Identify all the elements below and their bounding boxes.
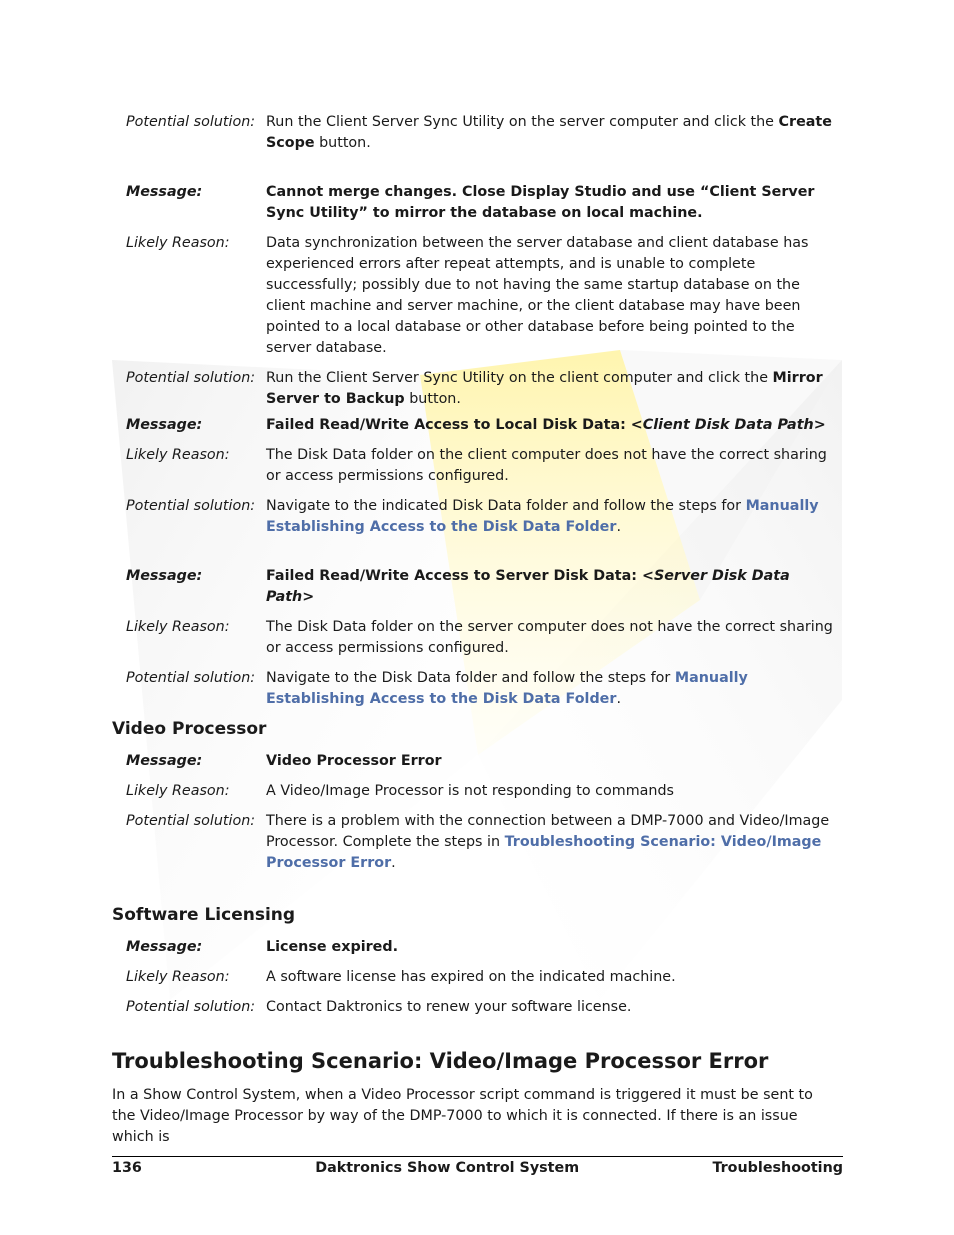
cross-reference-link[interactable]: Manually Establishing Access to the Disk Data Folder — [266, 498, 819, 535]
section-paragraph: In a Show Control System, when a Video Processor script command is triggered it must be sent to the Video/Image Processor by way of the DMP-7000 to which it is connected. If there is an issue which is — [112, 1087, 813, 1145]
video-processor-heading: Video Processor — [112, 719, 267, 739]
row-label: Message: — [126, 184, 203, 200]
text-run: Data synchronization between the server database and client database has experienced errors after repeat attempts, and is unable to complete successfully; possibly due to not having the same startup database on the client machine and server machine, or the client database may have been pointed to a local database or other database before being pointed to the server database. — [266, 235, 809, 356]
row-label: Potential solution: — [126, 670, 256, 686]
row-value — [266, 415, 838, 436]
table-row — [126, 112, 838, 154]
italic-term: Client Disk Data Path — [642, 417, 814, 433]
cross-reference-link[interactable]: Troubleshooting Scenario: Video/Image Processor Error — [266, 834, 822, 871]
text-run: Failed Read/Write Access to Local Disk Data: < — [266, 417, 643, 433]
text-run: Video Processor Error — [266, 753, 442, 769]
text-run: Navigate to the indicated Disk Data folder and follow the steps for — [266, 498, 746, 514]
row-label: Likely Reason: — [126, 619, 230, 635]
table-row — [126, 937, 838, 958]
text-run: The Disk Data folder on the client computer does not have the correct sharing or access permissions configured. — [266, 447, 827, 484]
text-run: Run the Client Server Sync Utility on the server computer and click the — [266, 114, 779, 130]
row-label: Message: — [126, 753, 203, 769]
row-value — [266, 617, 838, 659]
row-value — [266, 182, 838, 224]
row-value — [266, 496, 838, 538]
bold-term: Mirror Server to Backup — [266, 370, 823, 407]
table-row — [126, 445, 838, 487]
row-label: Likely Reason: — [126, 783, 230, 799]
row-value — [266, 566, 838, 608]
cross-reference-link[interactable]: Manually Establishing Access to the Disk Data Folder — [266, 670, 748, 707]
row-value — [266, 668, 838, 710]
manual-title: Daktronics Show Control System — [315, 1160, 580, 1176]
chapter-name: Troubleshooting — [712, 1160, 843, 1176]
table-row — [126, 368, 838, 410]
table-row — [126, 997, 838, 1018]
text-run: License expired. — [266, 939, 399, 955]
text-run: A software license has expired on the indicated machine. — [266, 969, 676, 985]
error-table-video-processor — [126, 751, 838, 883]
row-label: Likely Reason: — [126, 447, 230, 463]
row-label: Potential solution: — [126, 999, 256, 1015]
text-run: The Disk Data folder on the server computer does not have the correct sharing or access permissions configured. — [266, 619, 833, 656]
text-run: Navigate to the Disk Data folder and follow the steps for — [266, 670, 675, 686]
text-run: button. — [404, 391, 461, 407]
error-table-software-licensing — [126, 937, 838, 1027]
table-row — [126, 496, 838, 538]
table-row — [126, 751, 838, 772]
text-run: > — [813, 417, 826, 433]
table-row — [126, 668, 838, 710]
table-row — [126, 811, 838, 874]
table-row — [126, 967, 838, 988]
software-licensing-heading: Software Licensing — [112, 905, 296, 925]
row-value — [266, 937, 838, 958]
error-table-local-disk — [126, 415, 838, 547]
text-run: button. — [314, 135, 371, 151]
text-run: Cannot merge changes. Close Display Studio and use “Client Server Sync Utility” to mirror the database on local machine. — [266, 184, 815, 221]
table-row — [126, 566, 838, 608]
row-label: Potential solution: — [126, 370, 256, 386]
error-table-server-disk — [126, 566, 838, 719]
error-table-create-scope — [126, 112, 838, 163]
row-value — [266, 445, 838, 487]
text-run: . — [616, 519, 621, 535]
row-label: Likely Reason: — [126, 969, 230, 985]
row-value — [266, 781, 838, 802]
table-row — [126, 617, 838, 659]
text-run: Failed Read/Write Access to Server Disk Data: < — [266, 568, 654, 584]
table-row — [126, 233, 838, 359]
row-value — [266, 751, 838, 772]
italic-term: Server Disk Data Path — [266, 568, 790, 605]
row-label: Likely Reason: — [126, 235, 230, 251]
section-title: Troubleshooting Scenario: Video/Image Processor Error — [112, 1049, 769, 1073]
row-label: Potential solution: — [126, 813, 256, 829]
page-number: 136 — [112, 1160, 142, 1176]
text-run: > — [302, 589, 315, 605]
table-row — [126, 781, 838, 802]
bold-term: Create Scope — [266, 114, 832, 151]
footer-rule — [112, 1156, 843, 1157]
text-run: There is a problem with the connection between a DMP-7000 and Video/Image Processor. Complete the steps in — [266, 813, 830, 850]
row-value — [266, 112, 838, 154]
row-value — [266, 967, 838, 988]
error-table-cannot-merge — [126, 182, 838, 419]
row-label: Potential solution: — [126, 498, 256, 514]
row-label: Message: — [126, 417, 203, 433]
row-label: Potential solution: — [126, 114, 256, 130]
table-row — [126, 182, 838, 224]
text-run: . — [391, 855, 396, 871]
text-run: Run the Client Server Sync Utility on the client computer and click the — [266, 370, 773, 386]
text-run: Contact Daktronics to renew your software license. — [266, 999, 632, 1015]
text-run: A Video/Image Processor is not responding to commands — [266, 783, 674, 799]
row-value — [266, 811, 838, 874]
row-label: Message: — [126, 939, 203, 955]
page-footer — [112, 1158, 843, 1178]
row-value — [266, 368, 838, 410]
table-row — [126, 415, 838, 436]
row-label: Message: — [126, 568, 203, 584]
row-value — [266, 233, 838, 359]
row-value — [266, 997, 838, 1018]
text-run: . — [616, 691, 621, 707]
